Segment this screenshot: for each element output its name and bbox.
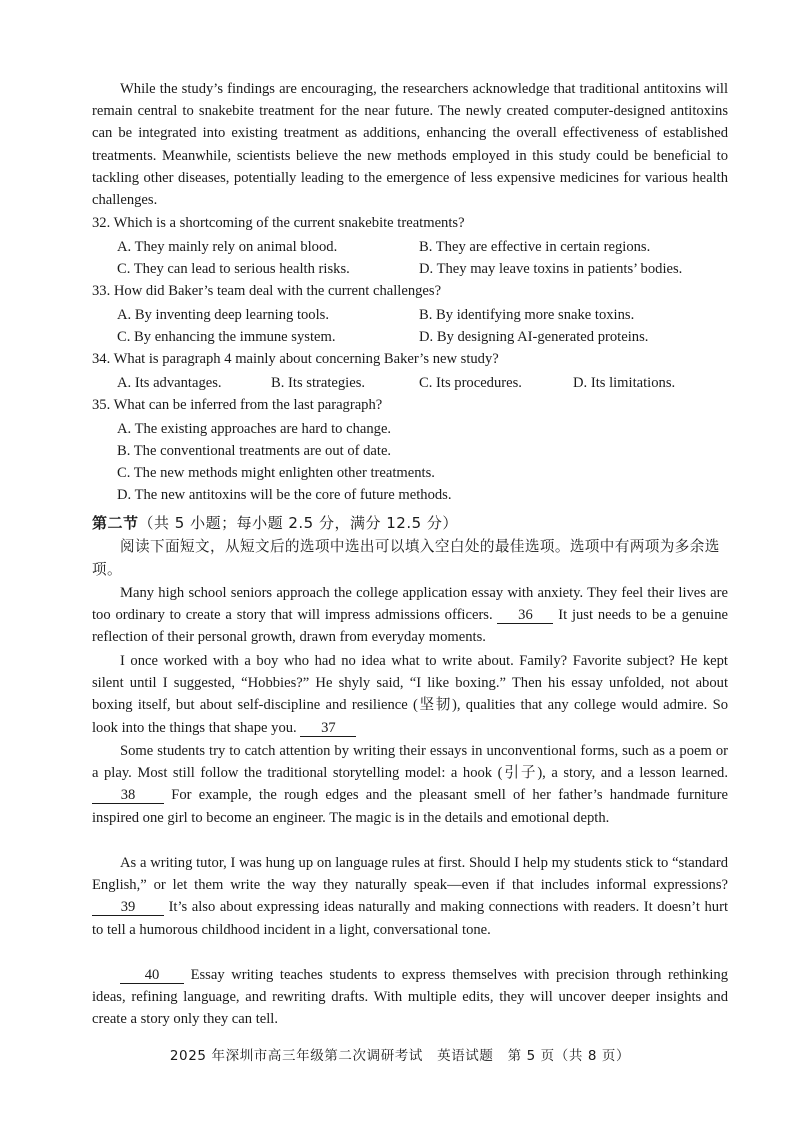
q32-option-a[interactable]: A. They mainly rely on animal blood. xyxy=(117,239,338,255)
essay-p4-text-b: It’s also about expressing ideas naturally and making connections with readers. It doesn’t hurt to tell a humorous childhood incident in a light, conversational tone. xyxy=(92,899,729,938)
passage-final-paragraph: While the study’s findings are encouraging, the researchers acknowledge that traditional antitoxins will remain central to snakebite treatment for the near future. The newly created computer-designed antitoxins can be integrated into existing treatment as additions, enhancing the overall effectiveness of established treatments. Meanwhile, scientists believe the new methods employed in this study could be beneficial to tackling other diseases, potentially leading to the emergence of less expensive medicines for various health challenges. xyxy=(92,81,728,209)
blank-38[interactable]: 38 xyxy=(92,787,164,804)
blank-36[interactable]: 36 xyxy=(497,607,553,624)
page-footer: 2025 年深圳市高三年级第二次调研考试 英语试题 第 5 页（共 8 页） xyxy=(169,1048,631,1064)
section-instruction: 阅读下面短文，从短文后的选项中选出可以填入空白处的最佳选项。选项中有两项为多余选项。 xyxy=(92,538,720,578)
question-32-stem: 32. Which is a shortcoming of the current snakebite treatments? xyxy=(92,215,465,231)
q34-option-b[interactable]: B. Its strategies. xyxy=(271,375,366,391)
q35-option-b[interactable]: B. The conventional treatments are out of date. xyxy=(117,443,392,459)
essay-paragraph-1 xyxy=(92,582,728,649)
q32-option-b[interactable]: B. They are effective in certain regions. xyxy=(419,239,651,255)
q34-option-d[interactable]: D. Its limitations. xyxy=(573,375,676,391)
blank-37[interactable]: 37 xyxy=(300,720,356,737)
section-subtitle: （共 5 小题；每小题 2.5 分，满分 12.5 分） xyxy=(138,514,458,532)
blank-40[interactable]: 40 xyxy=(120,967,184,984)
essay-p3-text-b: For example, the rough edges and the pleasant smell of her father’s handmade furniture inspired one girl to become an engineer. The magic is in the details and emotional depth. xyxy=(92,787,729,826)
q33-option-d[interactable]: D. By designing AI-generated proteins. xyxy=(419,329,649,345)
essay-paragraph-3 xyxy=(92,740,728,829)
q34-option-a[interactable]: A. Its advantages. xyxy=(117,375,222,391)
section-heading xyxy=(92,512,458,534)
blank-39[interactable]: 39 xyxy=(92,899,164,916)
essay-paragraph-4 xyxy=(92,852,728,941)
q33-option-b[interactable]: B. By identifying more snake toxins. xyxy=(419,307,635,323)
q32-option-d[interactable]: D. They may leave toxins in patients’ bodies. xyxy=(419,261,683,277)
essay-p4-text-a: As a writing tutor, I was hung up on language rules at first. Should I help my students stick to “standard English,” or let them write the way they naturally speak—even if that includes informal expressions? xyxy=(92,855,728,894)
q35-option-d[interactable]: D. The new antitoxins will be the core of future methods. xyxy=(117,487,452,503)
q33-option-c[interactable]: C. By enhancing the immune system. xyxy=(117,329,336,345)
q33-option-a[interactable]: A. By inventing deep learning tools. xyxy=(117,307,329,323)
essay-paragraph-2 xyxy=(92,650,728,739)
essay-paragraph-5 xyxy=(92,964,728,1031)
question-34-stem: 34. What is paragraph 4 mainly about concerning Baker’s new study? xyxy=(92,351,499,367)
q35-option-c[interactable]: C. The new methods might enlighten other treatments. xyxy=(117,465,435,481)
q35-option-a[interactable]: A. The existing approaches are hard to change. xyxy=(117,421,392,437)
q32-option-c[interactable]: C. They can lead to serious health risks. xyxy=(117,261,350,277)
essay-p1-text-a: Many high school seniors approach the college application essay with anxiety. They feel their lives are too ordinary to create a story that will impress admissions officers. xyxy=(92,585,728,624)
essay-p2-text: I once worked with a boy who had no idea what to write about. Family? Favorite subject? He kept silent until I suggested, “Hobbies?” He shyly said, “I like boxing.” Then his essay unfolded, not about boxing itself, but about self-discipline and resilience (坚韧), qualities that any college would admire. So look into the things that shape you. xyxy=(92,653,728,736)
essay-p3-text-a: Some students try to catch attention by writing their essays in unconventional forms, such as a poem or a play. Most still follow the traditional storytelling model: a hook (引子), a story, and a lesson learned. xyxy=(92,743,728,782)
essay-p1-text-b: It just needs to be a genuine reflection of their personal growth, drawn from everyday moments. xyxy=(92,607,729,646)
essay-p5-text: Essay writing teaches students to express themselves with precision through rethinking ideas, refining language, and rewriting drafts. With multiple edits, they will uncover deeper insights and create a story only they can tell. xyxy=(92,967,728,1028)
question-33-stem: 33. How did Baker’s team deal with the current challenges? xyxy=(92,283,442,299)
section-title: 第二节 xyxy=(92,514,139,532)
question-35-stem: 35. What can be inferred from the last paragraph? xyxy=(92,397,383,413)
q34-option-c[interactable]: C. Its procedures. xyxy=(419,375,522,391)
